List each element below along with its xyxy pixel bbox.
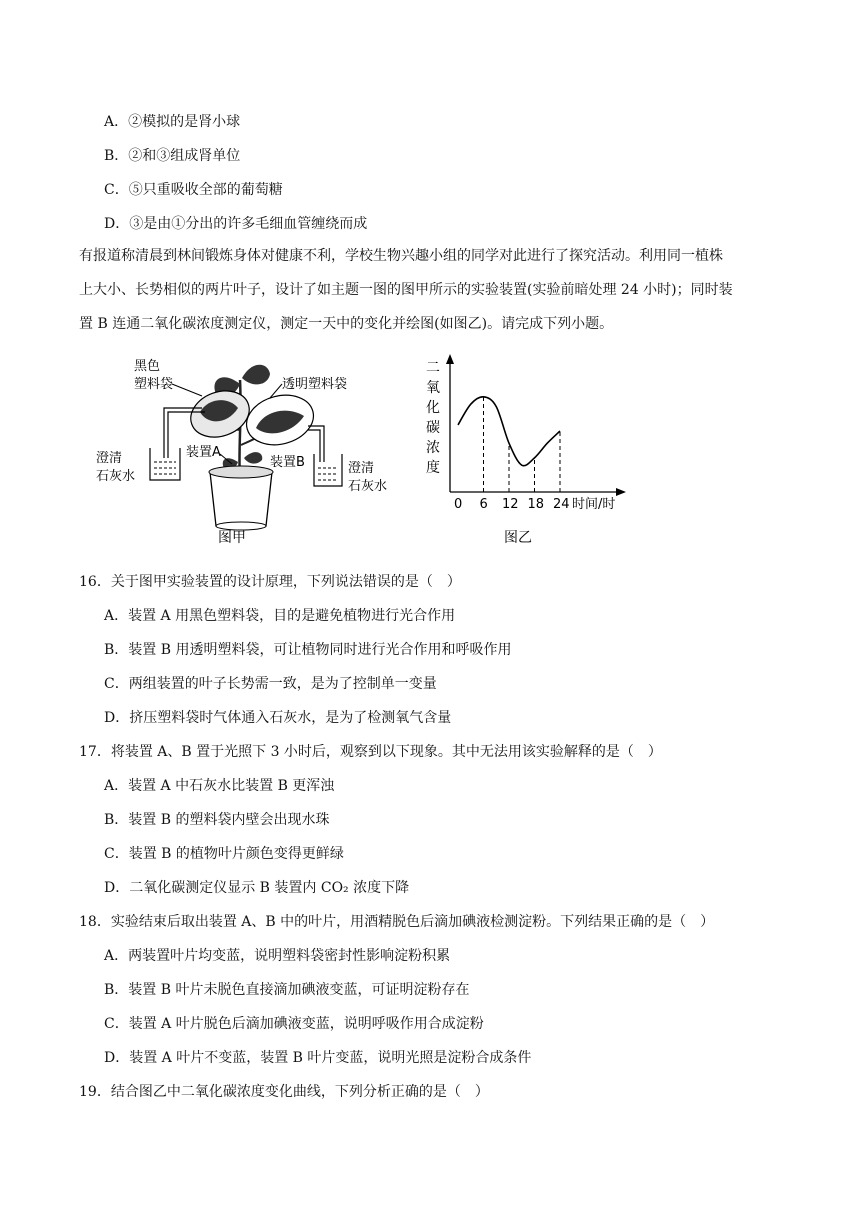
label-limewater-left-1: 澄清	[96, 451, 123, 466]
label-limewater-right-2: 石灰水	[348, 479, 388, 494]
x-tick-label: 12	[502, 497, 519, 512]
option-b: B．②和③组成肾单位	[104, 148, 241, 164]
label-clear-bag: 透明塑料袋	[282, 377, 348, 392]
q16-stem: 16．关于图甲实验装置的设计原理，下列说法错误的是（ ）	[79, 574, 461, 590]
q17-option-c: C．装置 B 的植物叶片颜色变得更鲜绿	[104, 846, 344, 862]
x-tick-label: 18	[527, 497, 545, 512]
label-limewater-left-2: 石灰水	[96, 469, 136, 484]
chart-ylabel-char: 碳	[426, 420, 440, 436]
q18-stem: 18．实验结束后取出装置 A、B 中的叶片，用酒精脱色后滴加碘液检测淀粉。下列结果正确的是（ ）	[79, 914, 715, 930]
q18-option-b: B．装置 B 叶片未脱色直接滴加碘液变蓝，可证明淀粉存在	[104, 982, 470, 998]
caption-yi: 图乙	[504, 530, 532, 546]
option-a: A．②模拟的是肾小球	[104, 114, 241, 130]
caption-jia: 图甲	[218, 530, 246, 546]
q16-option-c: C．两组装置的叶子长势需一致，是为了控制单一变量	[104, 676, 437, 692]
chart-ylabel-char: 二	[426, 360, 440, 376]
chart-ylabel-char: 度	[426, 460, 440, 476]
x-tick-label: 0	[454, 497, 463, 512]
x-tick-label: 6	[479, 497, 488, 512]
intro-line-2: 上大小、长势相似的两片叶子，设计了如主题一图的图甲所示的实验装置(实验前暗处理 24 小时)；同时装	[79, 282, 733, 298]
x-tick-label: 24	[553, 497, 570, 512]
label-black-bag-2: 塑料袋	[134, 377, 174, 392]
label-device-a: 装置A	[186, 445, 221, 460]
chart-ylabel-char: 氧	[426, 380, 440, 396]
label-limewater-right-1: 澄清	[348, 461, 375, 476]
intro-line-1: 有报道称清晨到林间锻炼身体对健康不利，学校生物兴趣小组的同学对此进行了探究活动。利用同一植株	[79, 248, 723, 264]
option-d: D．③是由①分出的许多毛细血管缠绕而成	[104, 216, 368, 232]
q17-option-b: B．装置 B 的塑料袋内壁会出现水珠	[104, 812, 330, 828]
q16-option-b: B．装置 B 用透明塑料袋，可让植物同时进行光合作用和呼吸作用	[104, 642, 512, 658]
q17-option-a: A．装置 A 中石灰水比装置 B 更浑浊	[104, 778, 335, 794]
q18-option-c: C．装置 A 叶片脱色后滴加碘液变蓝，说明呼吸作用合成淀粉	[104, 1016, 484, 1032]
chart-ylabel-char: 化	[426, 400, 440, 416]
chart-ylabel	[426, 360, 440, 476]
q18-option-a: A．两装置叶片均变蓝，说明塑料袋密封性影响淀粉积累	[104, 948, 451, 964]
option-c: C．⑤只重吸收全部的葡萄糖	[104, 182, 283, 198]
q17-stem: 17．将装置 A、B 置于光照下 3 小时后，观察到以下现象。其中无法用该实验解释的是（ ）	[79, 744, 662, 760]
label-device-b: 装置B	[270, 455, 305, 470]
y-axis-arrow	[446, 354, 454, 364]
chart-xlabel: 时间/时	[572, 497, 616, 512]
label-black-bag-1: 黑色	[134, 359, 161, 374]
x-axis-arrow	[616, 488, 626, 496]
q16-option-a: A．装置 A 用黑色塑料袋，目的是避免植物进行光合作用	[104, 608, 456, 624]
q17-option-d: D．二氧化碳测定仪显示 B 装置内 CO₂ 浓度下降	[104, 880, 410, 896]
q16-option-d: D．挤压塑料袋时气体通入石灰水，是为了检测氧气含量	[104, 710, 452, 726]
chart-ylabel-char: 浓	[426, 440, 440, 456]
figure-yi-chart	[420, 350, 640, 550]
q18-option-d: D．装置 A 叶片不变蓝，装置 B 叶片变蓝，说明光照是淀粉合成条件	[104, 1050, 532, 1066]
figure-jia	[92, 350, 412, 550]
q19-stem: 19．结合图乙中二氧化碳浓度变化曲线，下列分析正确的是（ ）	[79, 1084, 489, 1100]
intro-line-3: 置 B 连通二氧化碳浓度测定仪，测定一天中的变化并绘图(如图乙)。请完成下列小题。	[79, 316, 614, 332]
